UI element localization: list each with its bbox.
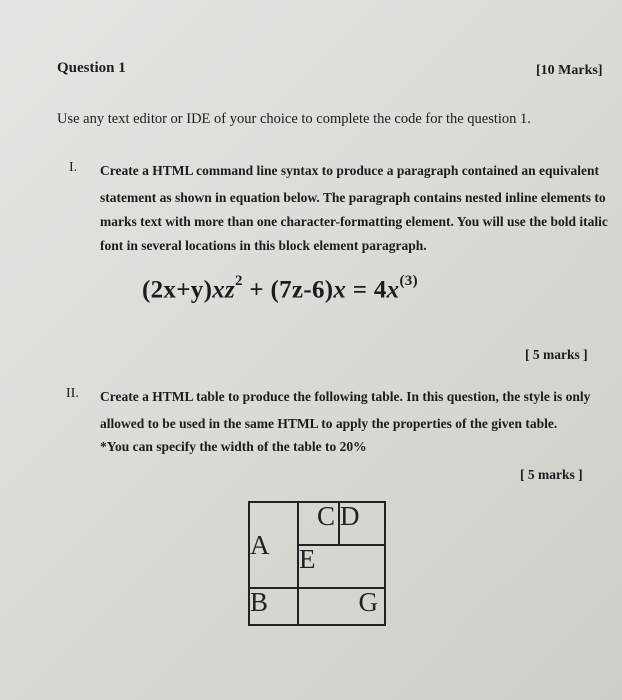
equation-exp1: 2 xyxy=(235,273,243,289)
sample-table xyxy=(248,501,386,626)
part2-number: II. xyxy=(66,386,79,401)
question-title: Question 1 xyxy=(57,60,126,76)
equation-lhs-b: xz xyxy=(212,276,236,304)
part2-line-1: Create a HTML table to produce the following table. In this question, the style is only xyxy=(100,389,591,404)
equation-middle: + (7z-6) xyxy=(242,276,334,304)
part2-line-2: allowed to be used in the same HTML to apply the properties of the given table. xyxy=(100,416,558,431)
part1-number: I. xyxy=(69,160,78,175)
part1-line-2: statement as shown in equation below. The paragraph contains nested inline elements to xyxy=(100,190,606,205)
total-marks: [10 Marks] xyxy=(536,63,603,78)
part1-line-1: Create a HTML command line syntax to produce a paragraph contained an equivalent xyxy=(100,163,600,178)
table-cell-a: A xyxy=(249,502,298,588)
table-cell-c: C xyxy=(298,502,339,545)
table-cell-d: D xyxy=(339,502,385,545)
instruction-text: Use any text editor or IDE of your choice to complete the code for the question 1. xyxy=(57,111,531,127)
part1-marks: [ 5 marks ] xyxy=(525,347,588,362)
part2-line-3: *You can specify the width of the table to 20% xyxy=(100,439,367,454)
equation-var-x: x xyxy=(333,276,347,304)
table-cell-e: E xyxy=(298,545,385,588)
equation-exp2: (3) xyxy=(399,273,418,289)
equation-lhs-a: (2x+y) xyxy=(142,276,213,304)
table-cell-b: B xyxy=(249,588,298,625)
equation-var-x2: x xyxy=(386,276,400,304)
part2-marks: [ 5 marks ] xyxy=(520,467,583,482)
equation xyxy=(142,273,418,304)
equation-equals: = 4 xyxy=(346,276,387,304)
part1-line-4: font in several locations in this block element paragraph. xyxy=(100,238,427,253)
table-cell-g: G xyxy=(298,588,385,625)
part1-line-3: marks text with more than one character-formatting element. You will use the bold italic xyxy=(100,214,608,229)
